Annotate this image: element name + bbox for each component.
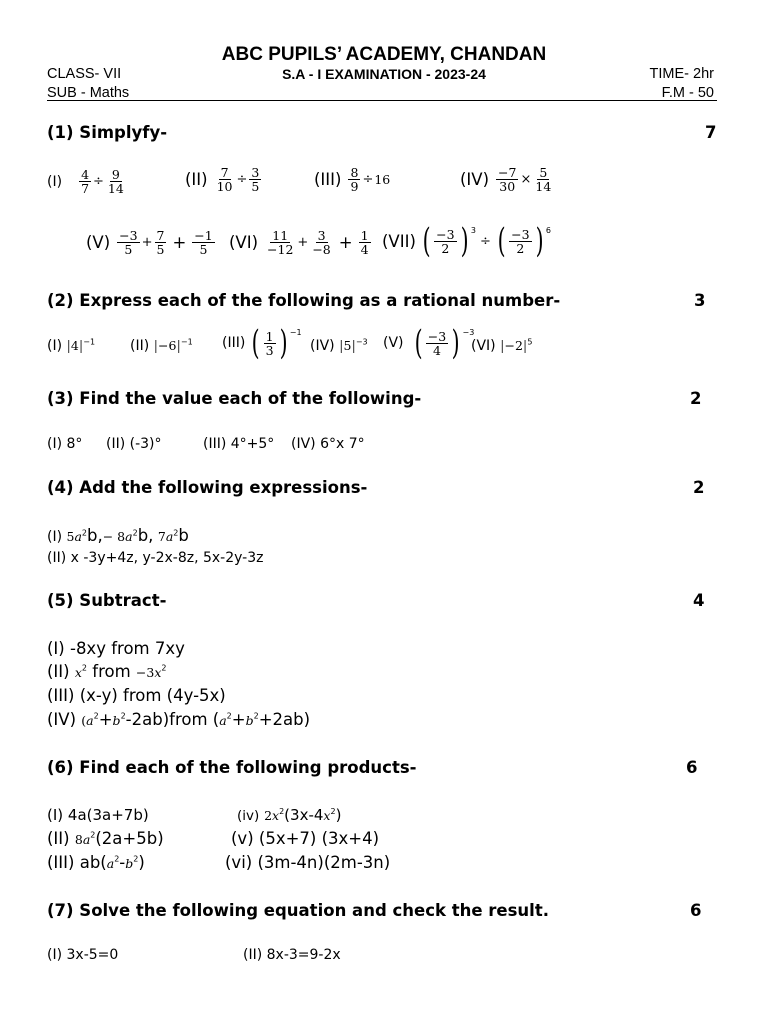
subject-label: SUB - Maths [47, 85, 130, 101]
exponent: 6 [545, 225, 551, 235]
q1-item-vii: (VII) ( $\frac{-3}{2}$ ) 3 ÷ ( $\frac{-3}{2}$ ) 6 [382, 221, 551, 261]
q3-item-ii: (II) (-3)° [106, 436, 162, 452]
fraction: $\frac{1}{4}$ [360, 228, 369, 257]
fraction: $\frac{5}{14}$ [535, 165, 552, 194]
q2-label-iii: (III) [222, 335, 246, 351]
expression-text: +2ab) [258, 710, 311, 729]
exam-title: S.A - I EXAMINATION - 2023-24 [282, 66, 486, 82]
variable: x [323, 808, 331, 823]
expression-text: (2a+5b) [95, 829, 164, 848]
q6-item-ii [47, 829, 164, 848]
coefficient: 8 [74, 832, 83, 847]
fraction: $\frac{11}{-12}$ [267, 228, 294, 257]
variable: x [74, 665, 82, 680]
class-label: CLASS- VII [47, 66, 122, 82]
q5-label-iv: (IV) [47, 710, 77, 729]
q1-marks: 7 [705, 123, 717, 142]
q6-label-ii: (II) [47, 829, 70, 848]
exponent: 2 [114, 854, 120, 864]
exponent: −3 [355, 337, 368, 347]
expression-text: -2ab)from ( [125, 710, 220, 729]
fraction: $\frac{3}{-8}$ [312, 228, 331, 257]
q5-item-iii: (III) (x-y) from (4y-5x) [47, 686, 226, 705]
fraction: $\frac{-3}{4}$ [427, 328, 447, 358]
variable: a [82, 832, 91, 847]
paren: ) [335, 806, 342, 824]
q5-item-ii [47, 662, 167, 681]
q5-item-i: (I) -8xy from 7xy [47, 639, 185, 658]
q2-item-iii: (III) ( $\frac{1}{3}$ ) −1 [222, 323, 302, 363]
q5-heading: (5) Subtract- [47, 591, 167, 610]
variable: a [86, 713, 94, 728]
q1-item-iv [460, 166, 554, 193]
exponent: 2 [81, 663, 88, 673]
q2-marks: 3 [694, 291, 706, 310]
q2-item-i: (I) $|4|^{-1}$ [47, 337, 96, 354]
school-name: ABC PUPILS’ ACADEMY, CHANDAN [221, 44, 547, 65]
fraction: $\frac{-1}{5}$ [194, 228, 213, 257]
q1-item-iii [314, 166, 390, 193]
variable: a [165, 529, 174, 544]
operator: ÷ [236, 172, 248, 187]
fraction: $\frac{-3}{2}$ [436, 226, 455, 256]
term-tail: b, [87, 526, 103, 545]
fraction: $\frac{-7}{30}$ [498, 165, 517, 194]
variable: a [74, 529, 82, 544]
exponent: 2 [173, 528, 179, 538]
full-marks-label: F.M - 50 [661, 85, 714, 101]
coefficient: 2 [264, 808, 273, 823]
number: 16 [374, 172, 391, 187]
paren: ( [81, 713, 87, 728]
q6-heading: (6) Find each of the following products- [47, 758, 417, 777]
q3-item-iv: (IV) 6°x 7° [291, 436, 365, 452]
operator: + [141, 235, 153, 250]
fraction: $\frac{4}{7}$ [81, 167, 90, 196]
coefficient: −3 [135, 665, 155, 680]
operator: + [172, 233, 187, 252]
coefficient: − 8 [102, 529, 126, 544]
variable: b [112, 713, 121, 728]
from-text: from [87, 662, 136, 681]
variable: x [154, 665, 162, 680]
variable: a [106, 856, 115, 871]
variable: b [245, 713, 254, 728]
fraction: $\frac{-3}{5}$ [119, 228, 138, 257]
q2-heading: (2) Express each of the following as a rational number- [47, 291, 561, 310]
exponent: 2 [279, 807, 285, 816]
operator: - [119, 853, 126, 872]
exponent: −1 [180, 337, 193, 347]
base: −2 [504, 338, 523, 353]
q4-marks: 2 [693, 478, 705, 497]
exponent: 2 [253, 711, 259, 721]
q1-label-iv: (IV) [460, 170, 490, 189]
operator: + [98, 710, 113, 729]
exponent: 2 [90, 830, 96, 840]
q3-marks: 2 [690, 389, 702, 408]
q1-label-vii: (VII) [382, 231, 416, 251]
q2-item-v: (V) ( $\frac{-3}{4}$ ) −3 [383, 323, 475, 363]
q6-item-iii [47, 853, 145, 872]
q5-marks: 4 [693, 591, 705, 610]
coefficient: 7 [157, 529, 166, 544]
q6-item-v: (v) (5x+7) (3x+4) [231, 829, 380, 848]
q2-label-iv: (IV) [310, 338, 335, 354]
exponent: 5 [527, 337, 533, 347]
fraction: $\frac{1}{3}$ [265, 328, 274, 358]
q3-item-iii: (III) 4°+5° [203, 436, 275, 452]
exponent: 2 [133, 854, 139, 864]
fraction: $\frac{8}{9}$ [350, 165, 359, 194]
operator: × [520, 172, 532, 187]
exponent: 2 [330, 807, 336, 816]
base: 4 [70, 338, 79, 353]
q6-item-vi: (vi) (3m-4n)(2m-3n) [225, 853, 391, 872]
q6-item-i: (I) 4a(3a+7b) [47, 806, 149, 824]
q4-item-i [47, 526, 189, 545]
fraction: $\frac{9}{14}$ [107, 167, 124, 196]
q2-label-v: (V) [383, 335, 404, 351]
q1-item-ii [185, 166, 262, 193]
q1-label-ii: (II) [185, 170, 208, 189]
expression-text: (3x-4 [284, 806, 324, 824]
exponent: −1 [83, 337, 96, 347]
q1-label-i: (I) [47, 173, 63, 190]
header-rule [47, 100, 717, 101]
q6-label-iii: (III) ab( [47, 853, 107, 872]
q6-item-iv [237, 806, 341, 824]
operator: + [231, 710, 246, 729]
exponent: 2 [93, 711, 99, 721]
exponent: 2 [120, 711, 126, 721]
variable: a [125, 529, 133, 544]
fraction: $\frac{7}{10}$ [216, 165, 233, 194]
term-tail: b, [137, 526, 154, 545]
exponent: −3 [462, 327, 475, 337]
q4-item-ii: (II) x -3y+4z, y-2x-8z, 5x-2y-3z [47, 550, 264, 566]
q2-label-ii: (II) [130, 338, 150, 354]
fraction: $\frac{-3}{2}$ [511, 226, 530, 256]
q7-marks: 6 [690, 901, 702, 920]
q1-heading: (1) Simplyfy- [47, 123, 168, 142]
base: 5 [343, 338, 352, 353]
variable: b [125, 856, 134, 871]
base: −6 [158, 338, 177, 353]
variable: a [219, 713, 227, 728]
q2-label-i: (I) [47, 338, 63, 354]
operator: ÷ [479, 233, 491, 249]
q1-label-v: (V) [86, 233, 111, 252]
paren: ) [138, 853, 145, 872]
fraction: $\frac{3}{5}$ [251, 165, 260, 194]
exponent: 2 [132, 528, 138, 538]
q1-item-vi [229, 229, 372, 256]
variable: x [272, 808, 280, 823]
q3-item-i: (I) 8° [47, 436, 83, 452]
q3-heading: (3) Find the value each of the following- [47, 389, 422, 408]
operator: ÷ [362, 172, 374, 187]
operator: + [297, 235, 309, 250]
q6-label-iv: (iv) [237, 808, 260, 824]
operator: ÷ [93, 174, 104, 189]
q1-label-iii: (III) [314, 170, 342, 189]
exponent: 2 [161, 663, 167, 673]
q7-heading: (7) Solve the following equation and check the result. [47, 901, 549, 920]
q4-label-i: (I) [47, 529, 63, 545]
exponent: 3 [470, 225, 476, 235]
q2-label-vi: (VI) [471, 338, 496, 354]
q1-item-v [86, 229, 216, 256]
q6-marks: 6 [686, 758, 698, 777]
coefficient: 5 [66, 529, 75, 544]
q7-item-ii: (II) 8x-3=9-2x [243, 947, 341, 963]
q5-item-iv [47, 710, 310, 729]
operator: + [338, 233, 353, 252]
q4-heading: (4) Add the following expressions- [47, 478, 368, 497]
q2-item-iv: (IV) $|5|^{-3}$ [310, 337, 368, 354]
q2-item-ii: (II) $|-6|^{-1}$ [130, 337, 193, 354]
q2-item-vi: (VI) $|-2|^5$ [471, 337, 533, 354]
fraction: $\frac{7}{5}$ [156, 228, 165, 257]
q1-item-i [47, 168, 127, 195]
exponent: −1 [289, 327, 302, 337]
exponent: 2 [81, 528, 88, 538]
time-label: TIME- 2hr [649, 66, 714, 82]
q1-label-vi: (VI) [229, 233, 259, 252]
exponent: 2 [226, 711, 232, 721]
q7-item-i: (I) 3x-5=0 [47, 947, 119, 963]
q5-label-ii: (II) [47, 662, 70, 681]
term-tail: b [178, 526, 189, 545]
